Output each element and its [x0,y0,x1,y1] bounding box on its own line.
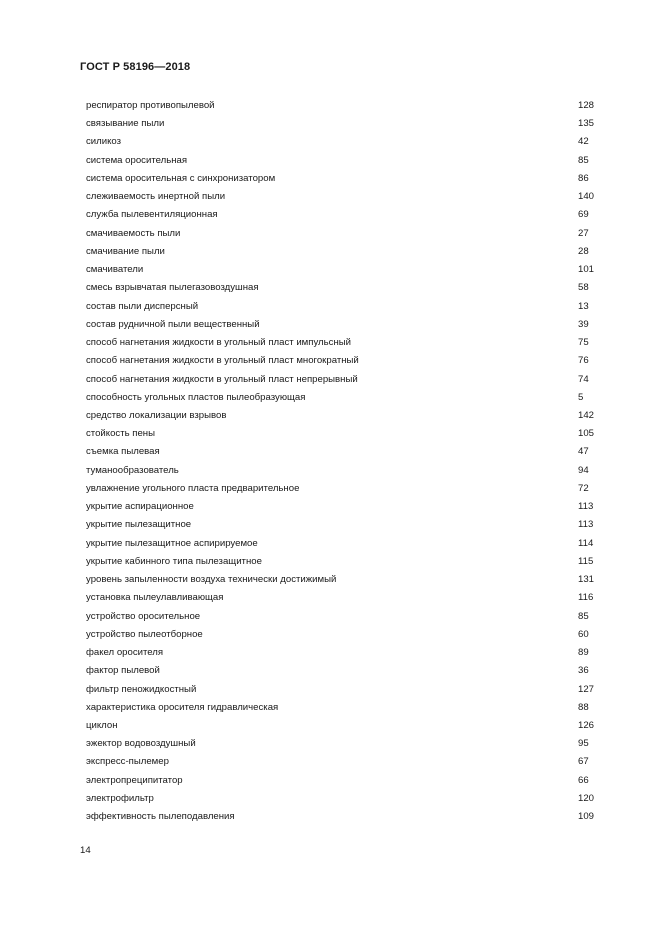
index-page-ref: 120 [578,792,595,804]
index-page-ref: 27 [578,227,589,239]
index-row [86,170,606,188]
index-row [86,443,606,461]
index-term: смачиваемость пыли [86,227,181,239]
index-row [86,790,606,808]
index-row [86,535,606,553]
index-row [86,681,606,699]
index-page-ref: 113 [578,501,594,513]
index-term: способ нагнетания жидкости в угольный пласт непрерывный [86,373,358,385]
index-term: фильтр пеножидкостный [86,683,197,695]
index-term: средство локализации взрывов [86,409,227,421]
index-page-ref: 47 [578,446,589,458]
index-page-ref: 85 [578,154,589,166]
index-term: укрытие пылезащитное [86,519,192,531]
index-row [86,243,606,261]
index-term: электропреципитатор [86,774,183,786]
index-page-ref: 105 [578,428,595,440]
index-term: способ нагнетания жидкости в угольный пласт многократный [86,355,359,367]
index-page-ref: 13 [578,300,589,312]
index-term: эффективность пылеподавления [86,811,235,823]
index-page-ref: 42 [578,136,589,148]
index-term: экспресс-пылемер [86,756,169,768]
index-row [86,133,606,151]
index-page-ref: 142 [578,409,595,421]
document-header: ГОСТ Р 58196—2018 [80,61,191,73]
index-term: силикоз [86,136,122,148]
index-row [86,115,606,133]
index-term: циклон [86,719,118,731]
index-term: укрытие аспирационное [86,501,194,513]
index-term: устройство оросительное [86,610,201,622]
index-term: служба пылевентиляционная [86,209,218,221]
index-row [86,97,606,115]
index-page-ref: 58 [578,282,589,294]
index-term: электрофильтр [86,792,154,804]
index-term: связывание пыли [86,118,165,130]
index-row [86,772,606,790]
index-row [86,261,606,279]
index-term: смачивание пыли [86,245,165,257]
index-page-ref: 116 [578,592,594,604]
index-term: способ нагнетания жидкости в угольный пласт импульсный [86,337,351,349]
index-row [86,717,606,735]
index-page-ref: 115 [578,555,594,567]
index-row [86,608,606,626]
index-term: смачиватели [86,264,144,276]
index-row [86,371,606,389]
index-row [86,425,606,443]
index-page-ref: 69 [578,209,589,221]
index-row [86,352,606,370]
index-row [86,626,606,644]
index-page-ref: 28 [578,245,589,257]
index-page-ref: 75 [578,337,589,349]
index-page-ref: 109 [578,811,595,823]
index-term: укрытие пылезащитное аспирируемое [86,537,258,549]
index-row [86,480,606,498]
index-page-ref: 131 [578,574,595,586]
index-row [86,334,606,352]
index-row [86,498,606,516]
index-term: эжектор водовоздушный [86,738,196,750]
index-row [86,152,606,170]
index-row [86,735,606,753]
index-term: стойкость пены [86,428,155,440]
index-page-ref: 126 [578,719,595,731]
index-term: съемка пылевая [86,446,160,458]
index-page-ref: 95 [578,738,589,750]
index-term: характеристика оросителя гидравлическая [86,701,279,713]
index-page-ref: 74 [578,373,589,385]
index-term: фактор пылевой [86,665,160,677]
index-row [86,462,606,480]
index-row [86,298,606,316]
index-page-ref: 89 [578,647,589,659]
index-page-ref: 72 [578,482,589,494]
index-term: увлажнение угольного пласта предварительное [86,482,300,494]
index-term: слеживаемость инертной пыли [86,191,226,203]
index-term: укрытие кабинного типа пылезащитное [86,555,262,567]
page-number: 14 [80,845,91,856]
index-row [86,571,606,589]
index-row [86,206,606,224]
index-term: смесь взрывчатая пылегазовоздушная [86,282,259,294]
index-row [86,316,606,334]
index-page-ref: 128 [578,100,595,111]
index-page-ref: 5 [578,391,584,403]
index-row [86,808,606,826]
index-page-ref: 36 [578,665,589,677]
index-page-ref: 113 [578,519,594,531]
index-row [86,553,606,571]
index-page-ref: 140 [578,191,595,203]
index-row [86,188,606,206]
index-term: туманообразователь [86,464,179,476]
index-row [86,389,606,407]
index-term: состав рудничной пыли вещественный [86,318,260,330]
index-row [86,279,606,297]
index-row [86,644,606,662]
index-term: устройство пылеотборное [86,628,203,640]
index-page-ref: 94 [578,464,589,476]
index-row [86,589,606,607]
index-row [86,753,606,771]
index-row [86,699,606,717]
index-page-ref: 66 [578,774,589,786]
index-page-ref: 88 [578,701,589,713]
index-page-ref: 135 [578,118,595,130]
index-page-ref: 86 [578,172,589,184]
index-term: факел оросителя [86,647,164,659]
index-page-ref: 127 [578,683,595,695]
index-term: система оросительная с синхронизатором [86,172,276,184]
index-page-ref: 114 [578,537,594,549]
index-term: способность угольных пластов пылеобразующая [86,391,306,403]
alphabetical-index-list [86,97,606,826]
index-page-ref: 76 [578,355,589,367]
index-term: респиратор противопылевой [86,100,215,111]
index-term: уровень запыленности воздуха технически достижимый [86,574,337,586]
index-page-ref: 85 [578,610,589,622]
index-page-ref: 101 [578,264,595,276]
index-term: состав пыли дисперсный [86,300,199,312]
index-row [86,516,606,534]
index-row [86,662,606,680]
index-page-ref: 67 [578,756,589,768]
index-row [86,225,606,243]
index-page-ref: 39 [578,318,589,330]
index-page-ref: 60 [578,628,589,640]
index-term: система оросительная [86,154,188,166]
index-term: установка пылеулавливающая [86,592,224,604]
index-row [86,407,606,425]
